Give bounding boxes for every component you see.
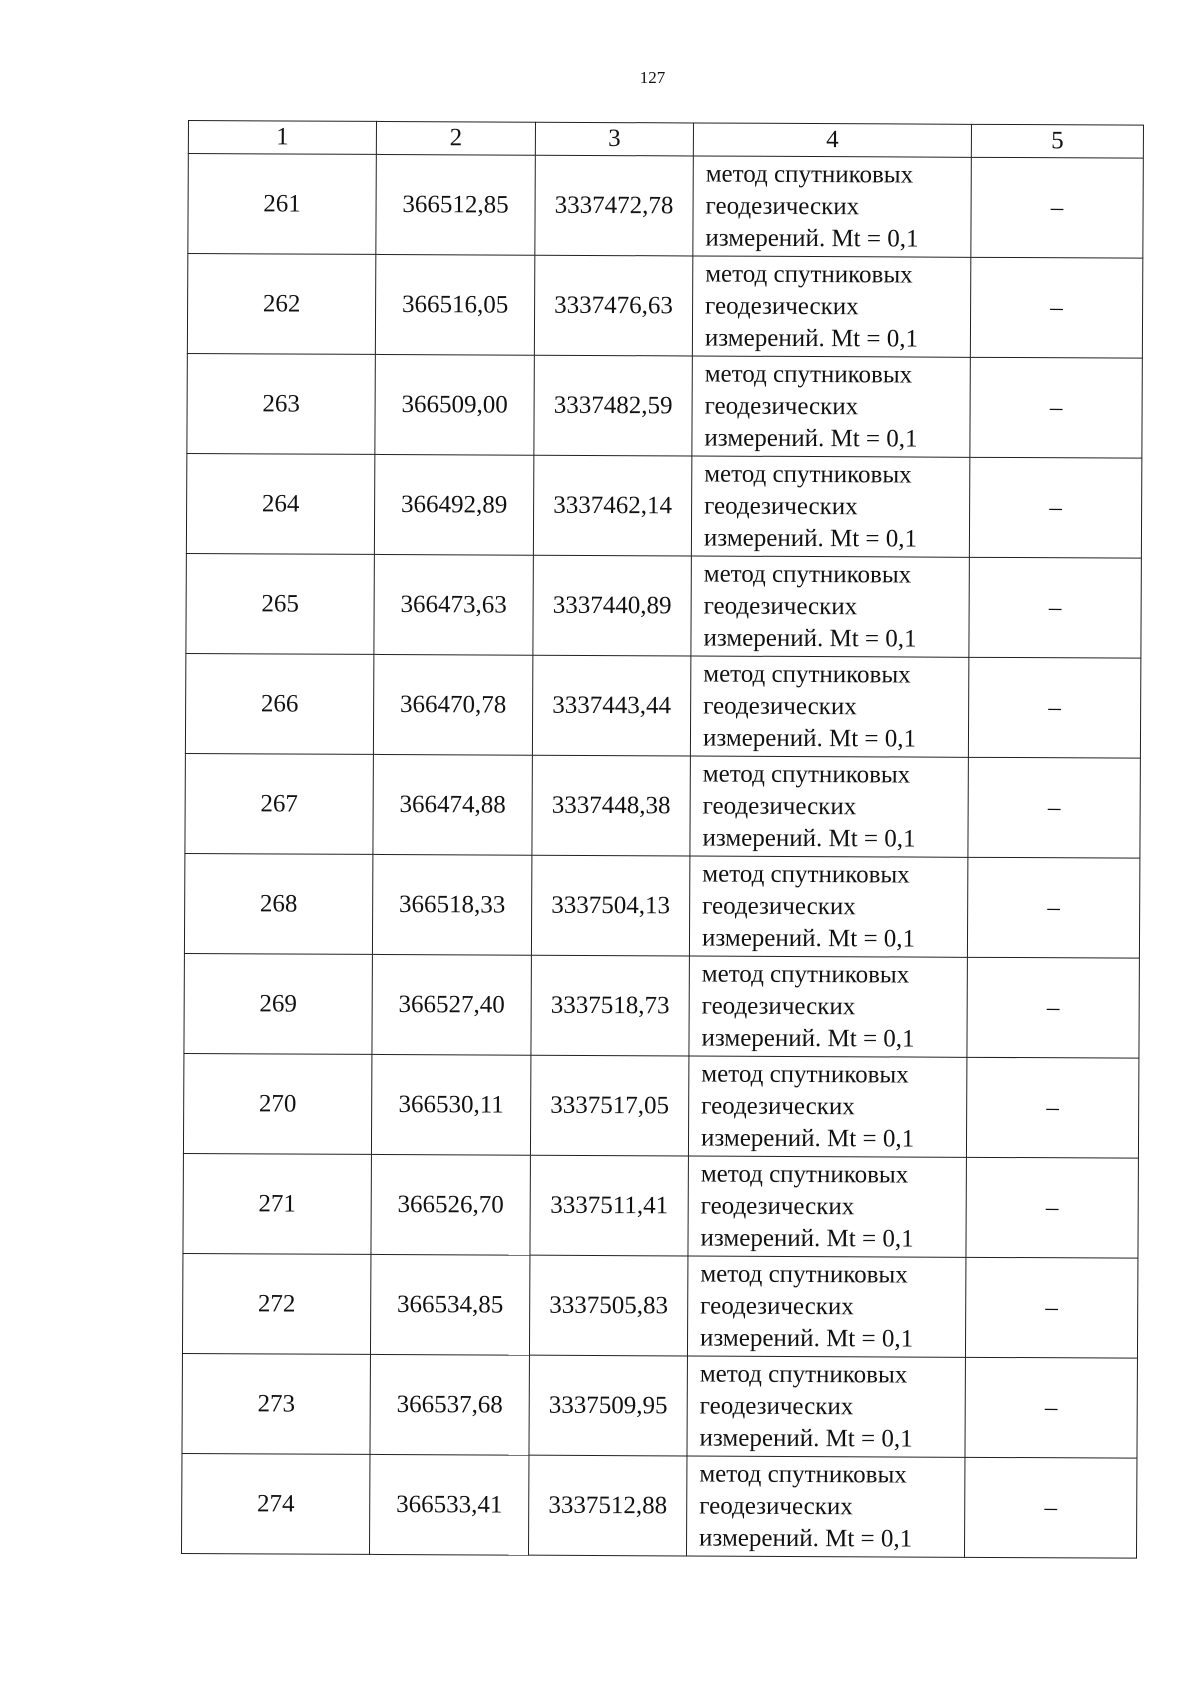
table-header-row [188, 121, 1143, 159]
note-cell: – [970, 257, 1142, 358]
method-line: метод спутниковых [705, 160, 914, 189]
method-cell [690, 656, 968, 757]
method-line: измерений. Mt = 0,1 [703, 524, 918, 553]
x-coordinate-cell: 366512,85 [376, 154, 535, 255]
table-row [184, 853, 1139, 958]
method-line: метод спутниковых [702, 760, 911, 789]
method-line: измерений. Mt = 0,1 [699, 1524, 913, 1553]
method-line: измерений. Mt = 0,1 [703, 624, 917, 653]
x-coordinate-cell: 366527,40 [372, 954, 531, 1055]
method-cell [688, 1156, 966, 1257]
method-line: измерений. Mt = 0,1 [705, 224, 919, 253]
y-coordinate-cell: 3337482,59 [534, 355, 692, 456]
method-line: измерений. Mt = 0,1 [702, 824, 916, 853]
method-cell [693, 156, 971, 257]
y-coordinate-cell: 3337440,89 [533, 555, 691, 656]
table-row [182, 1253, 1137, 1358]
point-number-cell: 268 [184, 853, 372, 954]
method-line: геодезических [704, 392, 859, 420]
table-row [187, 254, 1142, 359]
point-number-cell: 274 [181, 1453, 369, 1554]
point-number-cell: 265 [186, 553, 374, 654]
y-coordinate-cell: 3337505,83 [529, 1255, 687, 1356]
note-cell: – [971, 157, 1143, 258]
method-line: метод спутниковых [705, 260, 913, 289]
method-line: метод спутниковых [701, 960, 910, 989]
note-cell: – [966, 1157, 1138, 1258]
method-cell [692, 256, 970, 357]
method-cell [686, 1456, 964, 1557]
y-coordinate-cell: 3337517,05 [530, 1055, 688, 1156]
note-cell: – [965, 1257, 1137, 1358]
point-number-cell: 267 [185, 753, 373, 854]
coordinates-table-wrapper [181, 120, 1143, 1559]
method-line: геодезических [702, 892, 856, 920]
table-row [185, 653, 1140, 758]
table-row [188, 154, 1143, 259]
method-cell [689, 956, 967, 1057]
method-line: геодезических [703, 692, 857, 720]
note-cell: – [964, 1457, 1136, 1558]
method-line: геодезических [701, 1092, 855, 1120]
method-line: метод спутниковых [701, 1060, 909, 1089]
point-number-cell: 269 [184, 953, 372, 1054]
method-line: геодезических [701, 992, 856, 1020]
method-line: метод спутниковых [704, 360, 913, 389]
y-coordinate-cell: 3337476,63 [534, 255, 692, 356]
table-row [184, 953, 1139, 1058]
point-number-cell: 261 [188, 154, 376, 255]
method-cell [691, 456, 969, 557]
column-header: 4 [693, 123, 971, 157]
method-line: измерений. Mt = 0,1 [704, 324, 919, 353]
x-coordinate-cell: 366474,88 [373, 754, 532, 855]
table-row [185, 753, 1140, 858]
table-body [181, 121, 1143, 1559]
note-cell: – [967, 957, 1139, 1058]
y-coordinate-cell: 3337443,44 [532, 655, 690, 756]
point-number-cell: 264 [186, 453, 374, 554]
y-coordinate-cell: 3337518,73 [531, 955, 689, 1056]
y-coordinate-cell: 3337472,78 [535, 155, 693, 256]
method-line: геодезических [705, 192, 860, 220]
point-number-cell: 266 [185, 653, 373, 754]
note-cell: – [969, 557, 1141, 658]
table-row [181, 1453, 1136, 1558]
table-row [186, 453, 1141, 558]
page-number: 127 [639, 68, 666, 87]
y-coordinate-cell: 3337512,88 [528, 1455, 686, 1556]
method-cell [690, 756, 968, 857]
x-coordinate-cell: 366470,78 [373, 654, 532, 755]
point-number-cell: 263 [187, 353, 375, 454]
method-line: геодезических [704, 492, 858, 520]
method-cell [689, 856, 967, 957]
method-line: метод спутниковых [699, 1460, 907, 1489]
y-coordinate-cell: 3337511,41 [530, 1155, 688, 1256]
method-line: геодезических [699, 1492, 853, 1520]
method-line: измерений. Mt = 0,1 [702, 724, 917, 753]
note-cell: – [966, 1057, 1138, 1158]
method-line: измерений. Mt = 0,1 [701, 924, 916, 953]
column-header: 2 [376, 121, 535, 155]
method-line: измерений. Mt = 0,1 [700, 1124, 915, 1153]
column-header: 5 [971, 124, 1143, 158]
x-coordinate-cell: 366537,68 [370, 1354, 529, 1455]
point-number-cell: 273 [182, 1353, 370, 1454]
x-coordinate-cell: 366530,11 [371, 1054, 530, 1155]
method-line: измерений. Mt = 0,1 [700, 1224, 914, 1253]
y-coordinate-cell: 3337504,13 [531, 855, 689, 956]
table-row [187, 353, 1142, 458]
note-cell: – [968, 757, 1140, 858]
column-header: 1 [188, 121, 376, 155]
method-line: метод спутниковых [700, 1160, 909, 1189]
method-line: метод спутниковых [702, 860, 910, 889]
point-number-cell: 271 [183, 1153, 371, 1254]
x-coordinate-cell: 366473,63 [374, 554, 533, 655]
y-coordinate-cell: 3337509,95 [529, 1355, 687, 1456]
method-line: измерений. Mt = 0,1 [701, 1024, 915, 1053]
method-line: метод спутниковых [703, 560, 912, 589]
method-line: измерений. Mt = 0,1 [699, 1324, 914, 1353]
table-row [183, 1053, 1138, 1158]
x-coordinate-cell: 366509,00 [375, 354, 534, 455]
point-number-cell: 270 [183, 1053, 371, 1154]
method-line: геодезических [700, 1292, 854, 1320]
x-coordinate-cell: 366533,41 [369, 1454, 528, 1555]
x-coordinate-cell: 366526,70 [371, 1154, 530, 1255]
note-cell: – [967, 857, 1139, 958]
method-line: метод спутниковых [699, 1360, 908, 1389]
method-cell [688, 1056, 966, 1157]
note-cell: – [970, 357, 1142, 458]
table-row [182, 1353, 1137, 1458]
method-cell [687, 1356, 965, 1457]
method-line: геодезических [705, 292, 859, 320]
y-coordinate-cell: 3337448,38 [532, 755, 690, 856]
note-cell: – [969, 457, 1141, 558]
note-cell: – [965, 1357, 1137, 1458]
table-row [186, 553, 1141, 658]
method-cell [691, 556, 969, 657]
method-line: геодезических [700, 1192, 855, 1220]
method-line: геодезических [702, 792, 857, 820]
x-coordinate-cell: 366518,33 [372, 854, 531, 955]
coordinates-table [181, 120, 1144, 1559]
method-line: геодезических [703, 592, 858, 620]
method-cell [692, 356, 970, 457]
x-coordinate-cell: 366534,85 [370, 1254, 529, 1355]
method-line: метод спутниковых [704, 460, 912, 489]
note-cell: – [968, 657, 1140, 758]
method-line: метод спутниковых [700, 1260, 908, 1289]
x-coordinate-cell: 366492,89 [374, 454, 533, 555]
method-cell [687, 1256, 965, 1357]
column-header: 3 [535, 122, 693, 156]
method-line: метод спутниковых [703, 660, 911, 689]
table-row [183, 1153, 1138, 1258]
method-line: измерений. Mt = 0,1 [704, 424, 918, 453]
point-number-cell: 262 [187, 254, 375, 355]
x-coordinate-cell: 366516,05 [375, 254, 534, 355]
method-line: геодезических [699, 1392, 854, 1420]
method-line: измерений. Mt = 0,1 [699, 1424, 913, 1453]
y-coordinate-cell: 3337462,14 [533, 455, 691, 556]
point-number-cell: 272 [182, 1253, 370, 1354]
